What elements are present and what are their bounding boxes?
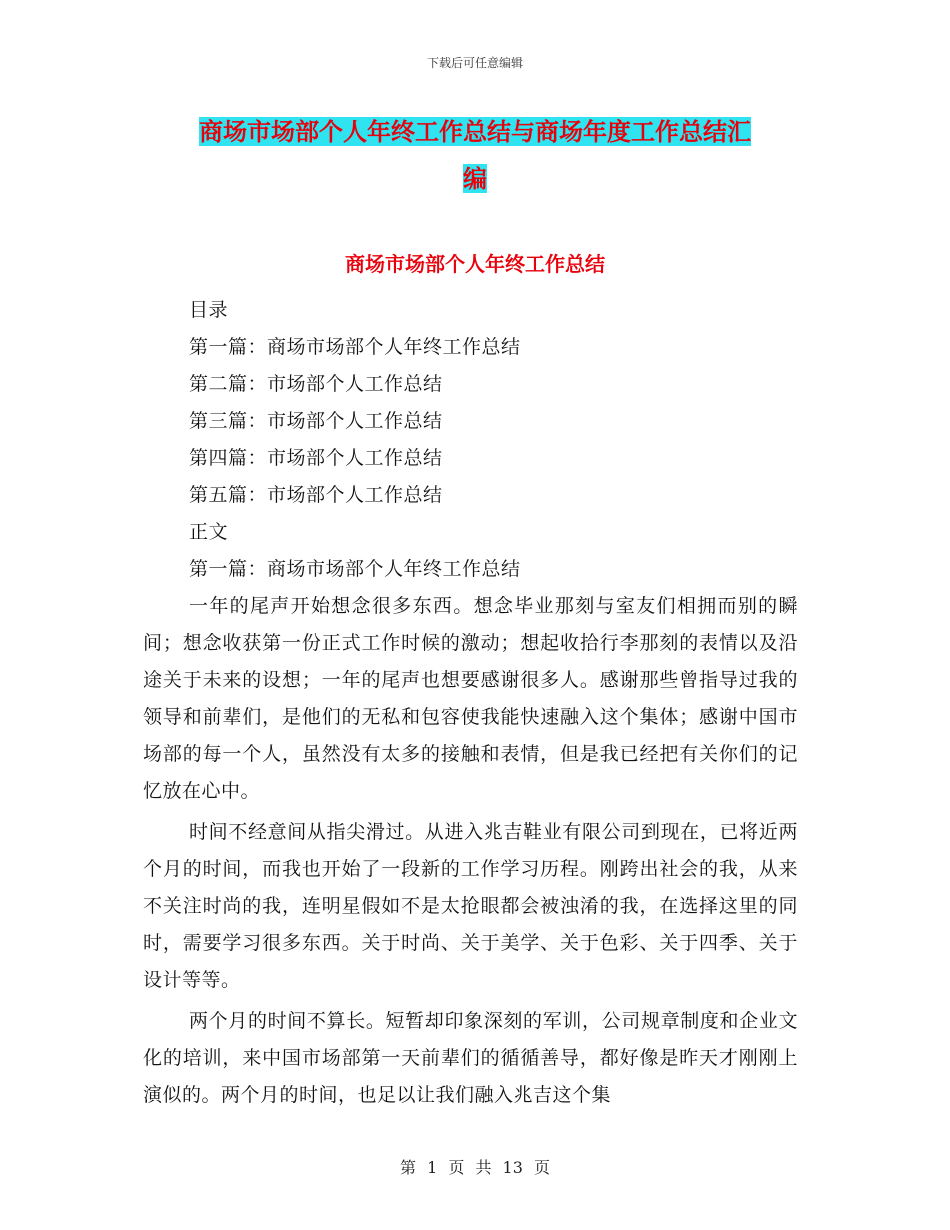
toc-item-2: 第二篇：市场部个人工作总结	[189, 373, 443, 395]
page-header: 下载后可任意编辑	[426, 56, 523, 70]
document-title	[140, 108, 810, 202]
paragraph-2: 时间不经意间从指尖滑过。从进入兆吉鞋业有限公司到现在，已将近两个月的时间，而我也开始了一段新的工作学习历程。刚跨出社会的我，从来不关注时尚的我，连明星假如不是太抢眼都会被浊淆的我，在选择这里的同时，需要学习很多东西。关于时尚、关于美学、关于色彩、关于四季、关于设计等等。	[143, 821, 798, 991]
toc-item-4: 第四篇：市场部个人工作总结	[189, 447, 443, 469]
section-subtitle: 商场市场部个人年终工作总结	[345, 252, 605, 276]
toc-item-5: 第五篇：市场部个人工作总结	[189, 484, 443, 506]
body-section-title: 第一篇：商场市场部个人年终工作总结	[189, 558, 521, 580]
document-title-line2: 编	[463, 164, 487, 193]
toc-heading: 目录	[189, 299, 229, 321]
page-footer: 第 1 页 共 13 页	[400, 1158, 550, 1177]
paragraph-1: 一年的尾声开始想念很多东西。想念毕业那刻与室友们相拥而别的瞬间；想念收获第一份正式工作时候的激动；想起收拾行李那刻的表情以及沿途关于未来的设想；一年的尾声也想要感谢很多人。感谢那些曾指导过我的领导和前辈们，是他们的无私和包容使我能快速融入这个集体；感谢中国市场部的每一个人，虽然没有太多的接触和表情，但是我已经把有关你们的记忆放在心中。	[143, 595, 798, 802]
document-body	[143, 292, 798, 1118]
paragraph-3: 两个月的时间不算长。短暂却印象深刻的军训，公司规章制度和企业文化的培训，来中国市场部第一天前辈们的循循善导，都好像是昨天才刚刚上演似的。两个月的时间，也足以让我们融入兆吉这个集	[143, 1010, 798, 1106]
toc-item-3: 第三篇：市场部个人工作总结	[189, 410, 443, 432]
body-heading: 正文	[189, 521, 229, 543]
document-title-line1: 商场市场部个人年终工作总结与商场年度工作总结汇	[199, 117, 751, 146]
toc-item-1: 第一篇：商场市场部个人年终工作总结	[189, 336, 521, 358]
